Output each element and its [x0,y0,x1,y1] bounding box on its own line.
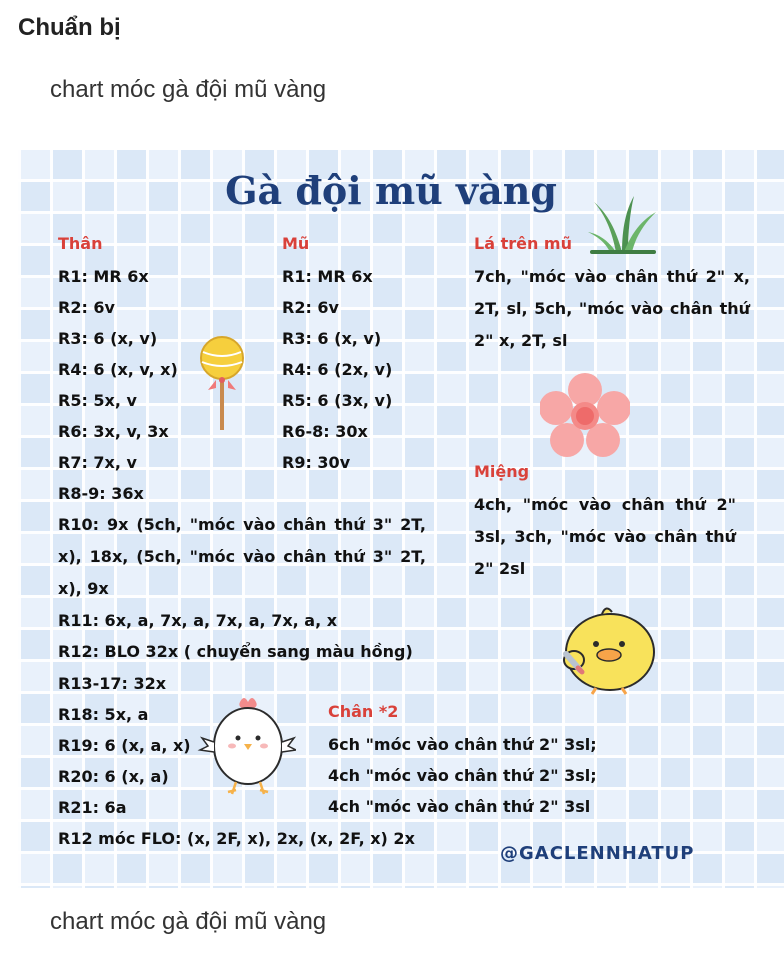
than-row-r11: R11: 6x, a, 7x, a, 7x, a, 7x, a, x [58,611,338,630]
chan-row: 4ch "móc vào chân thứ 2" 3sl [328,797,591,816]
page-title: Chuẩn bị [18,14,121,41]
grass-icon [586,194,658,256]
la-text: 7ch, "móc vào chân thứ 2" x, 2T, sl, 5ch, "móc vào chân thứ 2" x, 2T, sl [474,267,750,350]
mu-row: R5: 6 (3x, v) [282,391,393,410]
section-chan-title: Chân *2 [328,702,399,721]
crochet-chart [18,150,784,888]
than-row: R8-9: 36x [58,484,144,503]
mu-row: R1: MR 6x [282,267,373,286]
than-row: R5: 5x, v [58,391,137,410]
than-row: R13-17: 32x [58,674,167,693]
chan-row: 6ch "móc vào chân thứ 2" 3sl; [328,735,597,754]
than-row: R2: 6v [58,298,115,317]
lollipop-icon [194,334,250,434]
section-la-title: Lá trên mũ [474,234,572,253]
than-row: R1: MR 6x [58,267,149,286]
section-mieng [474,462,736,585]
than-row: R21: 6a [58,798,127,817]
than-row: R6: 3x, v, 3x [58,422,169,441]
mu-row: R3: 6 (x, v) [282,329,382,348]
section-than-title: Thân [58,234,103,253]
than-row: R7: 7x, v [58,453,137,472]
than-row: R4: 6 (x, v, x) [58,360,178,379]
mieng-text: 4ch, "móc vào chân thứ 2" 3sl, 3ch, "móc vào chân thứ 2" 2sl [474,495,736,578]
section-chan [328,702,648,822]
chart-title: Gà đội mũ vàng [225,168,557,213]
section-mu-title: Mũ [282,234,310,253]
chick-icon [196,694,296,796]
than-row: R20: 6 (x, a) [58,767,169,786]
than-row: R18: 5x, a [58,705,149,724]
section-mu [282,234,462,478]
than-row: R3: 6 (x, v) [58,329,158,348]
flower-icon [540,372,630,458]
than-row-flo: R12 móc FLO: (x, 2F, x), 2x, (x, 2F, x) 2x [58,829,415,848]
mu-row: R9: 30v [282,453,351,472]
than-row: R19: 6 (x, a, x) [58,736,191,755]
duck-icon [558,600,658,696]
image-caption-top: chart móc gà đội mũ vàng [50,76,327,103]
mu-row: R6-8: 30x [282,422,368,441]
author-handle: @GACLENNHATUP [500,843,695,864]
chan-row: 4ch "móc vào chân thứ 2" 3sl; [328,766,597,785]
section-mieng-title: Miệng [474,462,530,481]
mu-row: R4: 6 (2x, v) [282,360,393,379]
than-row-r12: R12: BLO 32x ( chuyển sang màu hồng) [58,642,413,661]
than-row-r10: R10: 9x (5ch, "móc vào chân thứ 3" 2T, x), 18x, (5ch, "móc vào chân thứ 3" 2T, x), 9x [58,515,426,598]
mu-row: R2: 6v [282,298,339,317]
image-caption-bottom: chart móc gà đội mũ vàng [50,908,327,935]
